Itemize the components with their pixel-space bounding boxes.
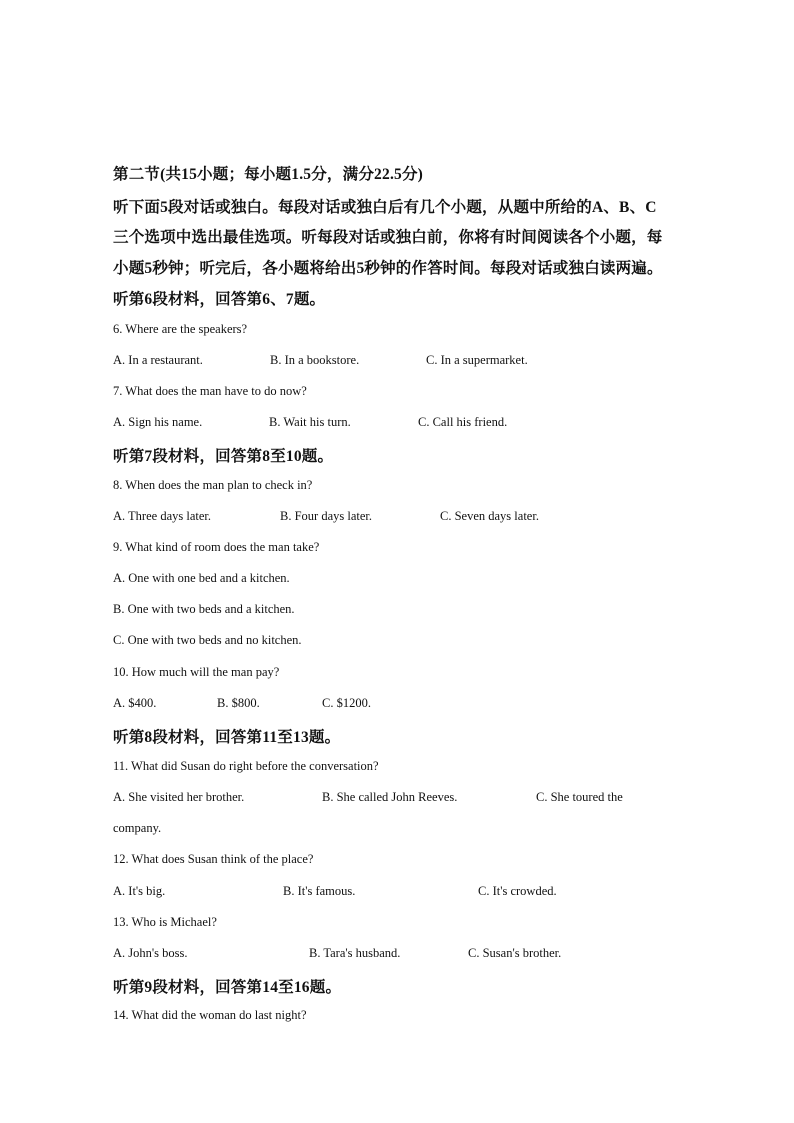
question-8: 8. When does the man plan to check in?	[113, 478, 313, 492]
group-heading-7: 听第7段材料，回答第8至10题。	[113, 448, 334, 465]
option-7-a: A. Sign his name.	[113, 415, 203, 429]
options-row-12	[113, 884, 693, 902]
option-11-c: C. She toured the	[536, 790, 623, 804]
option-13-c: C. Susan's brother.	[468, 946, 562, 960]
option-12-a: A. It's big.	[113, 884, 166, 898]
group-heading-8: 听第8段材料，回答第11至13题。	[113, 729, 341, 746]
question-13: 13. Who is Michael?	[113, 915, 217, 929]
option-8-a: A. Three days later.	[113, 509, 211, 523]
options-row-6	[113, 353, 693, 371]
options-row-10	[113, 696, 693, 714]
options-row-13	[113, 946, 693, 964]
option-9-b: B. One with two beds and a kitchen.	[113, 602, 295, 616]
option-10-a: A. $400.	[113, 696, 157, 710]
question-10: 10. How much will the man pay?	[113, 665, 280, 679]
options-row-7	[113, 415, 693, 433]
exam-page	[113, 0, 693, 1123]
option-8-c: C. Seven days later.	[440, 509, 539, 523]
group-heading-9: 听第9段材料，回答第14至16题。	[113, 979, 342, 996]
option-13-a: A. John's boss.	[113, 946, 188, 960]
section-title: 第二节(共15小题；每小题1.5分，满分22.5分)	[113, 166, 424, 183]
option-10-c: C. $1200.	[322, 696, 371, 710]
options-row-8	[113, 509, 693, 527]
option-9-a: A. One with one bed and a kitchen.	[113, 571, 290, 585]
option-9-c: C. One with two beds and no kitchen.	[113, 633, 302, 647]
instruction-line-1: 听下面5段对话或独白。每段对话或独白后有几个小题，从题中所给的A、B、C	[113, 199, 657, 216]
question-11: 11. What did Susan do right before the conversation?	[113, 759, 379, 773]
option-8-b: B. Four days later.	[280, 509, 373, 523]
option-12-c: C. It's crowded.	[478, 884, 557, 898]
option-6-b: B. In a bookstore.	[270, 353, 360, 367]
option-13-b: B. Tara's husband.	[309, 946, 401, 960]
option-10-b: B. $800.	[217, 696, 260, 710]
option-11-c-continuation: company.	[113, 821, 162, 835]
group-heading-6: 听第6段材料，回答第6、7题。	[113, 291, 326, 308]
options-row-11	[113, 790, 693, 808]
option-12-b: B. It's famous.	[283, 884, 356, 898]
option-6-c: C. In a supermarket.	[426, 353, 528, 367]
option-11-b: B. She called John Reeves.	[322, 790, 458, 804]
question-7: 7. What does the man have to do now?	[113, 384, 307, 398]
question-6: 6. Where are the speakers?	[113, 322, 248, 336]
question-9: 9. What kind of room does the man take?	[113, 540, 320, 554]
option-7-b: B. Wait his turn.	[269, 415, 351, 429]
option-6-a: A. In a restaurant.	[113, 353, 203, 367]
option-11-a: A. She visited her brother.	[113, 790, 245, 804]
question-12: 12. What does Susan think of the place?	[113, 852, 314, 866]
question-14: 14. What did the woman do last night?	[113, 1008, 307, 1022]
instruction-line-3: 小题5秒钟；听完后，各小题将给出5秒钟的作答时间。每段对话或独白读两遍。	[113, 260, 663, 277]
instruction-line-2: 三个选项中选出最佳选项。听每段对话或独白前，你将有时间阅读各个小题，每	[113, 229, 663, 246]
option-7-c: C. Call his friend.	[418, 415, 508, 429]
